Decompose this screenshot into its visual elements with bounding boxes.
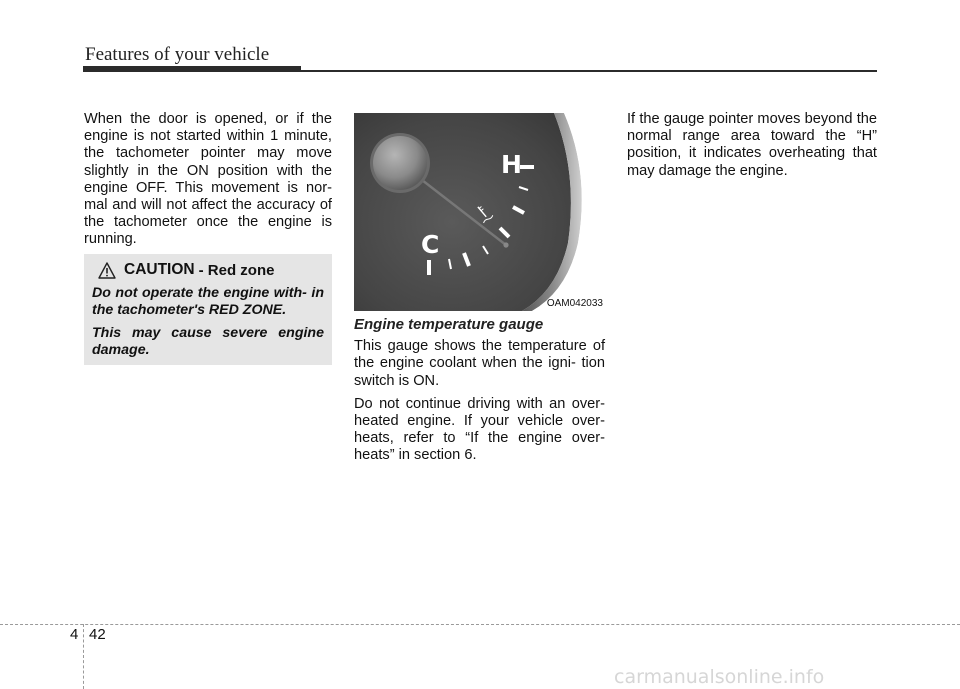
overheat-warning-paragraph: Do not continue driving with an over- heated engine. If your vehicle over- heats, refer to “If the engine over- heats” in section 6. (354, 395, 605, 464)
header-rule-thin (301, 70, 877, 72)
temperature-gauge-illustration (354, 113, 605, 311)
door-open-paragraph: When the door is opened, or if the engine is not started within 1 minute, the tachometer pointer may move slightly in the ON position with the engine OFF. This movement is nor- mal and will not affect the accuracy of the tachometer once the engine is running. (84, 111, 332, 248)
figure-code: OAM042033 (546, 298, 603, 309)
footer-divider (83, 624, 84, 689)
caution-paragraph: Do not operate the engine with- in the tachometer's RED ZONE. (92, 285, 324, 318)
gauge-cold-label: C (421, 230, 440, 259)
footer-rule (0, 624, 960, 625)
section-heading: Engine temperature gauge (354, 316, 544, 333)
caution-body (92, 285, 324, 365)
overheating-paragraph: If the gauge pointer moves beyond the normal range area toward the “H” position, it indicates overheating that may damage the engine. (627, 111, 877, 179)
header-rule-thick (83, 66, 301, 72)
warning-triangle-icon (98, 262, 116, 279)
caution-subtitle: - Red zone (198, 261, 275, 279)
page-number: 42 (89, 626, 106, 643)
caution-paragraph: This may cause severe engine damage. (92, 325, 324, 358)
gauge-hot-label: H (501, 150, 522, 179)
middle-column (354, 316, 605, 471)
caution-header (98, 261, 274, 279)
right-column (627, 111, 877, 180)
page-header-title: Features of your vehicle (85, 44, 270, 65)
caution-label: CAUTION (124, 261, 195, 278)
left-column (84, 111, 332, 249)
watermark: carmanualsonline.info (614, 666, 825, 688)
caution-box (84, 254, 332, 365)
engine-temperature-gauge-figure (354, 113, 605, 311)
chapter-number: 4 (70, 626, 79, 643)
gauge-description-paragraph: This gauge shows the temperature of the engine coolant when the igni- tion switch is ON. (354, 338, 605, 389)
